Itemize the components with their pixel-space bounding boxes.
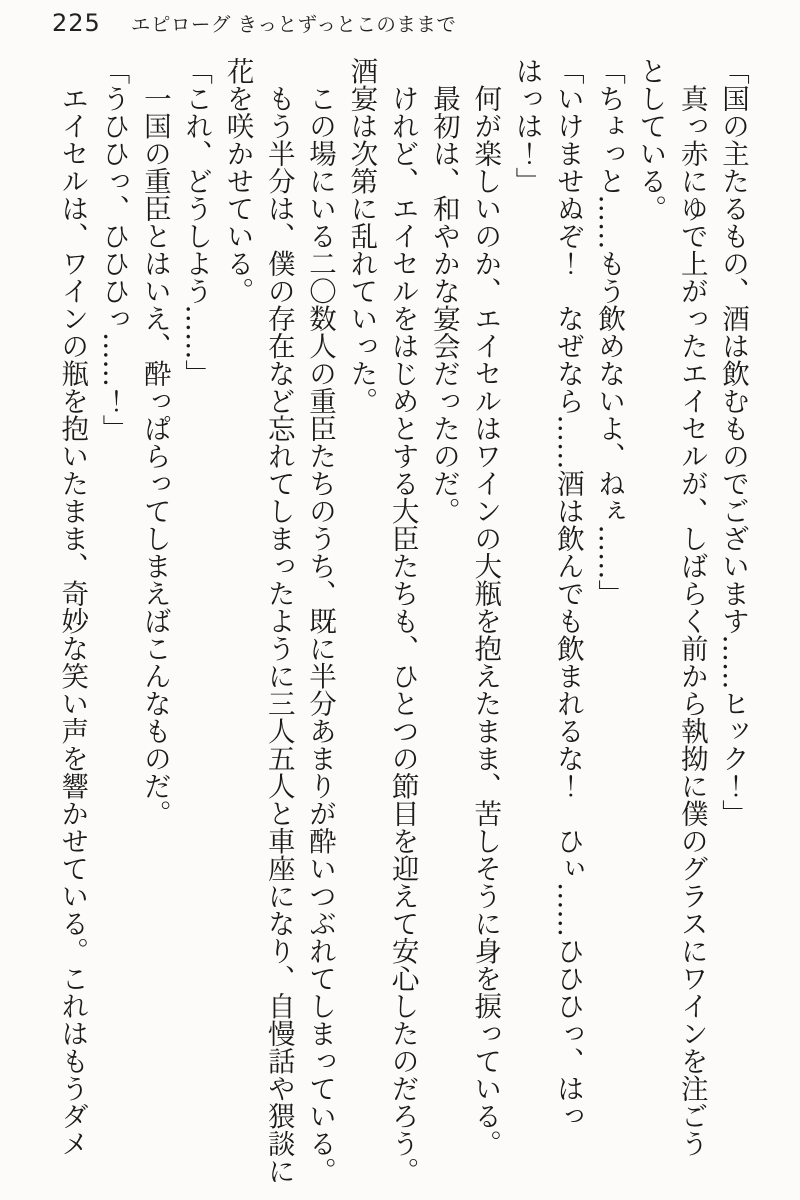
text-column: 何が楽しいのか、エイセルはワインの大瓶を抱えたまま、苦しそうに身を捩っている。 xyxy=(469,57,502,1157)
text-column: 酒宴は次第に乱れていった。 xyxy=(345,57,378,415)
body-text xyxy=(51,57,753,1193)
text-column: 「国の主たるもの、酒は飲むものでございます……ヒック！」 xyxy=(717,57,749,827)
text-column: この場にいる二〇数人の重臣たちのうち、既に半分あまりが酔いつぶれてしまっている。 xyxy=(304,57,337,1185)
text-column: 一国の重臣とはいえ、酔っぱらってしまえばこんなものだ。 xyxy=(138,57,171,827)
text-column: 最初は、和やかな宴会だったのだ。 xyxy=(427,57,460,525)
text-column: 真っ赤にゆで上がったエイセルが、しばらく前から執拗に僕のグラスにワインを注ごう xyxy=(675,57,708,1157)
page-number: 225 xyxy=(52,9,101,37)
text-column: 花を咲かせている。 xyxy=(221,57,254,305)
text-column: 「ちょっと……もう飲めないよ、ねぇ……」 xyxy=(593,57,626,607)
text-column: けれど、エイセルをはじめとする大臣たちも、ひとつの節目を迎えて安心したのだろう。 xyxy=(386,57,419,1185)
text-column: 「いけませぬぞ！ なぜなら……酒は飲んでも飲まれるな！ ひぃ……ひひひっ、はっ xyxy=(551,57,584,1130)
running-head xyxy=(52,9,456,37)
text-column: 「うひひっ、ひひひっ……！」 xyxy=(97,57,130,442)
text-column: 「これ、どうしよう……」 xyxy=(180,57,213,387)
text-column: はっは！」 xyxy=(510,57,543,195)
text-column: としている。 xyxy=(634,57,667,222)
chapter-title: エピローグ きっとずっとこのままで xyxy=(130,13,457,36)
text-column: エイセルは、ワインの瓶を抱いたまま、奇妙な笑い声を響かせている。これはもうダメ xyxy=(56,57,89,1157)
text-column: もう半分は、僕の存在など忘れてしまったように三人五人と車座になり、自慢話や猥談に xyxy=(262,57,295,1185)
